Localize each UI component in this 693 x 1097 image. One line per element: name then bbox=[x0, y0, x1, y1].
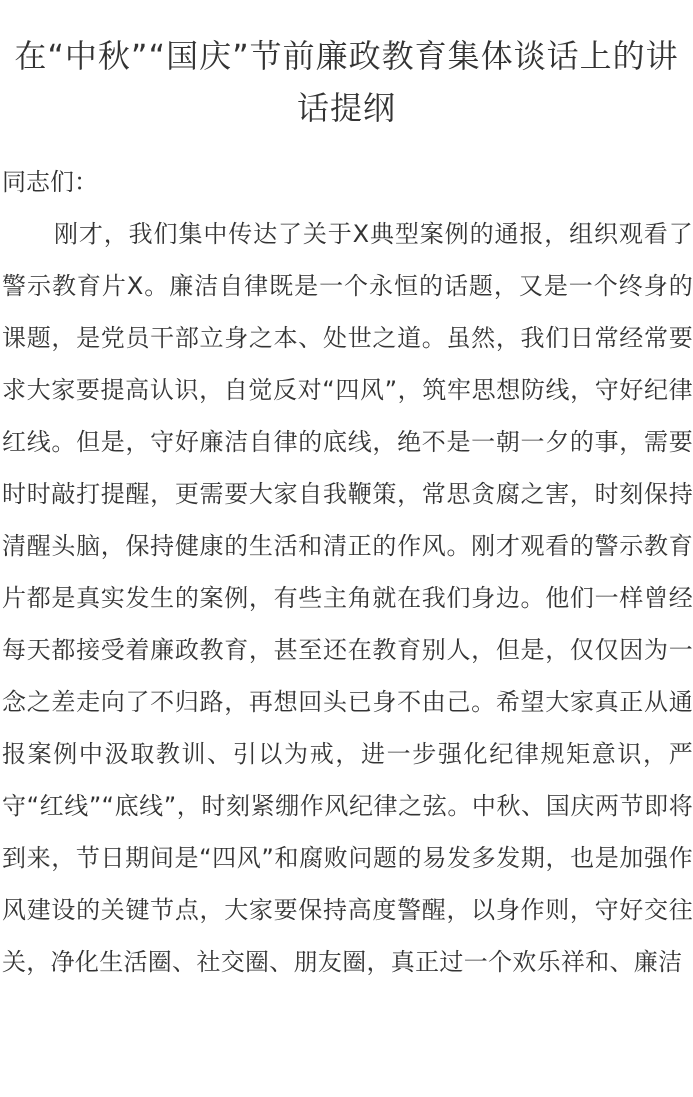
body-paragraph: 刚才，我们集中传达了关于X典型案例的通报，组织观看了警示教育片X。廉洁自律既是一个永恒的话题，又是一个终身的课题，是党员干部立身之本、处世之道。虽然，我们日常经常要求大家要提高认识，自觉反对“四风”，筑牢思想防线，守好纪律红线。但是，守好廉洁自律的底线，绝不是一朝一夕的事，需要时时敲打提醒，更需要大家自我鞭策，常思贪腐之害，时刻保持清醒头脑，保持健康的生活和清正的作风。刚才观看的警示教育片都是真实发生的案例，有些主角就在我们身边。他们一样曾经每天都接受着廉政教育，甚至还在教育别人，但是，仅仅因为一念之差走向了不归路，再想回头已身不由己。希望大家真正从通报案例中汲取教训、引以为戒，进一步强化纪律规矩意识，严守“红线”“底线”，时刻紧绷作风纪律之弦。中秋、国庆两节即将到来，节日期间是“四风”和腐败问题的易发多发期，也是加强作风建设的关键节点，大家要保持高度警醒，以身作则，守好交往关，净化生活圈、社交圈、朋友圈，真正过一个欢乐祥和、廉洁 bbox=[2, 220, 693, 976]
document-title: 在“中秋”“国庆”节前廉政教育集体谈话上的讲话提纲 bbox=[14, 37, 679, 127]
salutation: 同志们： bbox=[2, 168, 98, 196]
